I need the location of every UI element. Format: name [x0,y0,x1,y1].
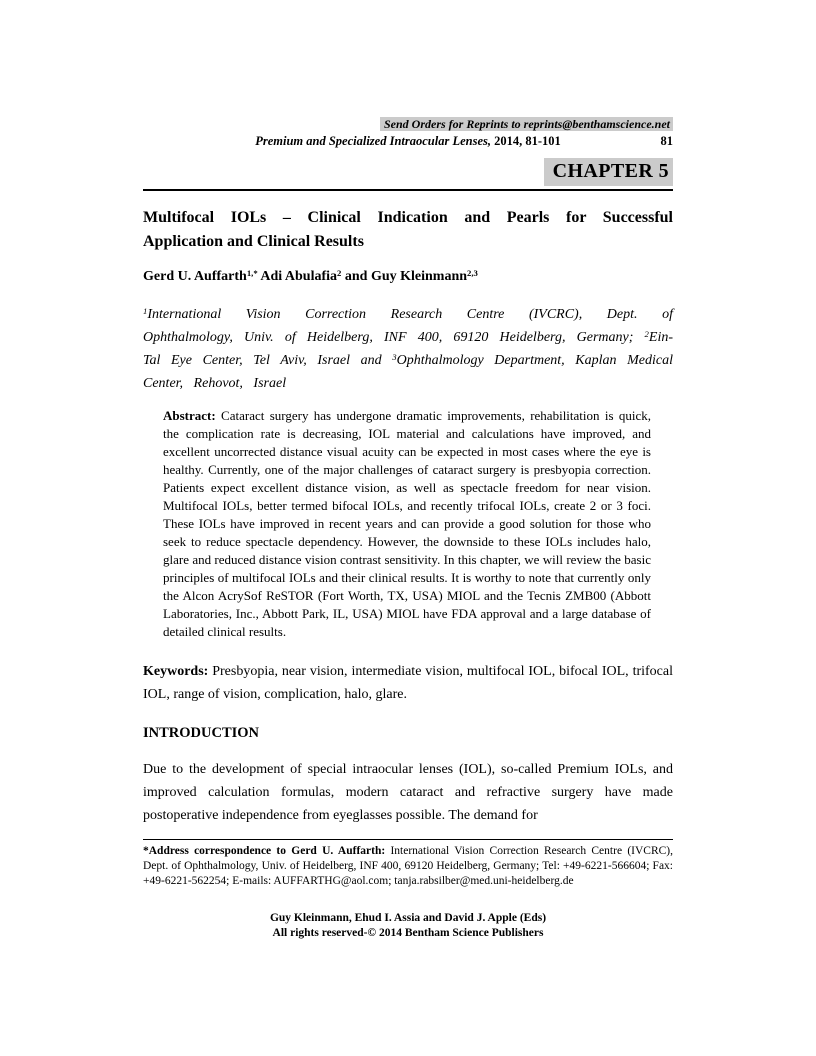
affiliation-text: Ophthalmology Department, Kaplan Medical Center, Rehovot, Israel [143,353,673,391]
copyright-line: All rights reserved-© 2014 Bentham Science Publishers [272,927,544,939]
affiliations [143,303,673,395]
author-affiliation-marker: 1,* [246,268,258,279]
page-header [143,117,673,191]
abstract-text: Cataract surgery has undergone dramatic improvements, rehabilitation is quick, the complication rate is decreasing, IOL material and calculations have improved, and excellent uncorrected distance visual acuity can be expected in most cases where the eye is healthy. Currently, one of the major challenges of cataract surgery is presbyopia correction. Patients expect excellent distance vision, as well as spectacle freedom for near vision. Multifocal IOLs, better termed bifocal IOLs, and recently trifocal IOLs, create 2 or 3 foci. These IOLs have improved in recent years and can provide a good solution for those who seek to reduce spectacle dependency. However, the downside to these IOLs includes halo, glare and reduced distance vision contrast sensitivity. In this chapter, we will review the basic principles of multifocal IOLs and their clinical results. It is worthy to note that currently only the Alcon AcrySof ReSTOR (Fort Worth, TX, USA) MIOL and the Tecnis ZMB00 (Abbott Laboratories, Inc., Abbott Park, IL, USA) MIOL have FDA approval and a large database of detailed clinical results. [163,408,651,639]
journal-issue: 2014, 81-101 [490,134,561,148]
chapter-label: CHAPTER 5 [544,158,673,186]
author-affiliation-marker: 2 [337,268,342,279]
section-heading-introduction: INTRODUCTION [143,725,260,741]
footnote-text: International Vision Correction Research Centre (IVCRC), Dept. of Ophthalmology, Univ. of Heidelberg, INF 400, 69120 Heidelberg, Germany; Tel: +49-6221-566604; Fax: +49-6221-562254; E-mails: AUFFARTHG@aol.com; tanja.rabsilber@med.uni-heidelberg.de [143,845,673,887]
article-title-line-1: Multifocal IOLs – Clinical Indication and Pearls for Successful [143,209,673,226]
keywords-paragraph [143,660,673,706]
affiliation-marker: 2 [644,329,649,340]
editors-line: Guy Kleinmann, Ehud I. Assia and David J. Apple (Eds) [269,912,547,924]
affiliation-text: International Vision Correction Research Centre (IVCRC), Dept. of Ophthalmology, Univ. of Heidelberg, INF 400, 69120 Heidelberg, Germany; [143,307,673,345]
keywords-label: Keywords: [143,664,209,679]
abstract-label: Abstract: [163,408,216,423]
author-name: and Guy Kleinmann [341,269,468,284]
journal-citation [143,133,673,149]
introduction-paragraph: Due to the development of special intraocular lenses (IOL), so-called Premium IOLs, and improved calculation formulas, modern cataract and refractive surgery have made postoperative independence from eyeglasses possible. The demand for [143,762,673,823]
keywords-text: Presbyopia, near vision, intermediate vision, multifocal IOL, bifocal IOL, trifocal IOL, range of vision, complication, halo, glare. [143,664,673,702]
article-title [143,206,673,254]
author-name: Gerd U. Auffarth [143,269,247,284]
article-title-line-2: Application and Clinical Results [143,233,364,250]
page-number: 81 [660,134,673,148]
footnote-label: *Address correspondence to Gerd U. Auffarth: [143,845,386,857]
publisher-footer [143,911,673,941]
header-rule [143,189,673,191]
footnote-rule [143,839,673,840]
author-name: Adi Abulafia [257,269,338,284]
author-line [143,266,673,288]
journal-title: Premium and Specialized Intraocular Lenses, [255,134,491,148]
chapter-banner [143,158,673,186]
affiliation-marker: 3 [392,352,397,363]
abstract-paragraph [163,407,651,641]
reprint-notice [143,117,673,132]
reprint-notice-text: Send Orders for Reprints to reprints@benthamscience.net [380,117,673,131]
affiliation-text: Ein-Tal Eye Center, Tel Aviv, Israel and [143,330,673,368]
affiliation-marker: 1 [143,306,148,317]
correspondence-footnote [143,844,673,889]
author-affiliation-marker: 2,3 [467,268,478,279]
